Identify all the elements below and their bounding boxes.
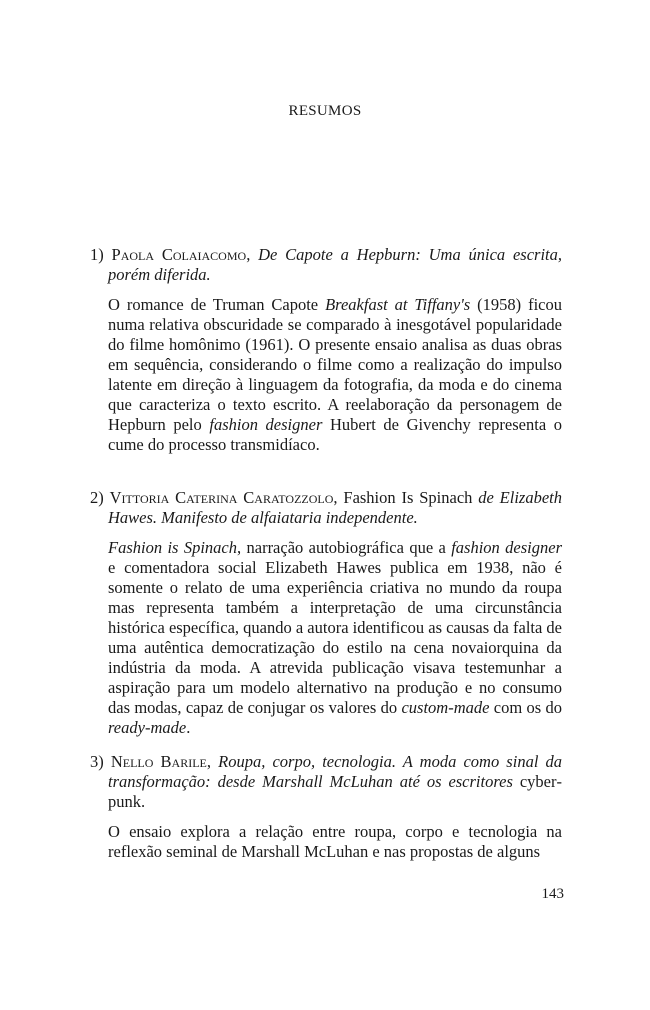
entry-heading xyxy=(90,488,562,528)
body-text: O romance de Truman Capote xyxy=(108,295,326,314)
body-text: (1958) ficou numa relativa obscuridade se comparado à inesgotável popularidade do filme homônimo (1961). O presente ensaio analisa as duas obras em sequência, considerando o filme como a realização do impulso latente em direção à linguagem da fotografia, da moda e do cinema que caracteriza o texto escrito. A reelaboração da personagem de Hepburn pelo xyxy=(108,295,562,434)
entry-title-part: cyberpunk. xyxy=(108,772,562,811)
entry-number: 1) xyxy=(90,245,112,264)
entry-number: 2) xyxy=(90,488,110,507)
body-text: com os do xyxy=(489,698,562,717)
entry-author: Nello Barile xyxy=(110,752,207,771)
body-text-italic: ready-made xyxy=(108,718,187,737)
entry-title-part-italic: de Elizabeth Hawes. Manifesto de alfaiataria independente. xyxy=(108,488,562,527)
body-text-italic: Breakfast at Tiffany's xyxy=(325,295,471,314)
body-text: Hubert de Givenchy representa o cume do processo transmidíaco. xyxy=(108,415,562,454)
page-title: RESUMOS xyxy=(288,103,362,119)
body-text: , narração autobiográfica que a xyxy=(237,538,452,557)
entry-number: 3) xyxy=(90,752,111,771)
entry-body xyxy=(108,822,562,862)
entry-author: Vittoria Caterina Caratozzolo xyxy=(109,488,334,507)
abstract-entry-2 xyxy=(90,488,562,738)
entry-heading xyxy=(90,245,562,285)
entry-title-part: Fashion Is Spinach xyxy=(343,488,473,507)
body-text-italic: fashion designer xyxy=(451,538,563,557)
body-text: . xyxy=(186,718,191,737)
body-text-italic: custom-made xyxy=(401,698,490,717)
body-text: e comentadora social Elizabeth Hawes publica em 1938, não é somente o relato de uma experiência criativa no mundo da roupa mas representa também a interpretação de uma circunstância histórica específica, quando a autora identificou as causas da falta de uma autêntica democratização do estilo na cena novaiorquina da indústria da moda. A atrevida publicação visava testemunhar a aspiração para um modelo alternativo na produção e no consumo das modas, capaz de conjugar os valores do xyxy=(108,558,563,717)
abstract-entry-3 xyxy=(90,752,562,862)
abstract-entry-1 xyxy=(90,245,562,455)
entry-title: De Capote a Hepburn: Uma única escrita, porém diferida. xyxy=(108,245,562,284)
entry-separator: , xyxy=(333,488,344,507)
entry-body xyxy=(108,295,562,455)
body-text-italic: Fashion is Spinach xyxy=(108,538,237,557)
entry-author: Paola Colaiacomo xyxy=(111,245,247,264)
body-text: O ensaio explora a relação entre roupa, corpo e tecnologia na reflexão seminal de Marshall McLuhan e nas propostas de alguns xyxy=(108,822,562,861)
entry-separator: , xyxy=(246,245,259,264)
page-number: 143 xyxy=(541,886,564,902)
entry-body xyxy=(108,538,562,738)
body-text-italic: fashion designer xyxy=(209,415,323,434)
entry-heading xyxy=(90,752,562,812)
entry-separator: , xyxy=(206,752,219,771)
entry-title-part-italic: Roupa, corpo, tecnologia. A moda como sinal da transformação: desde Marshall McLuhan até os escritores xyxy=(108,752,563,791)
